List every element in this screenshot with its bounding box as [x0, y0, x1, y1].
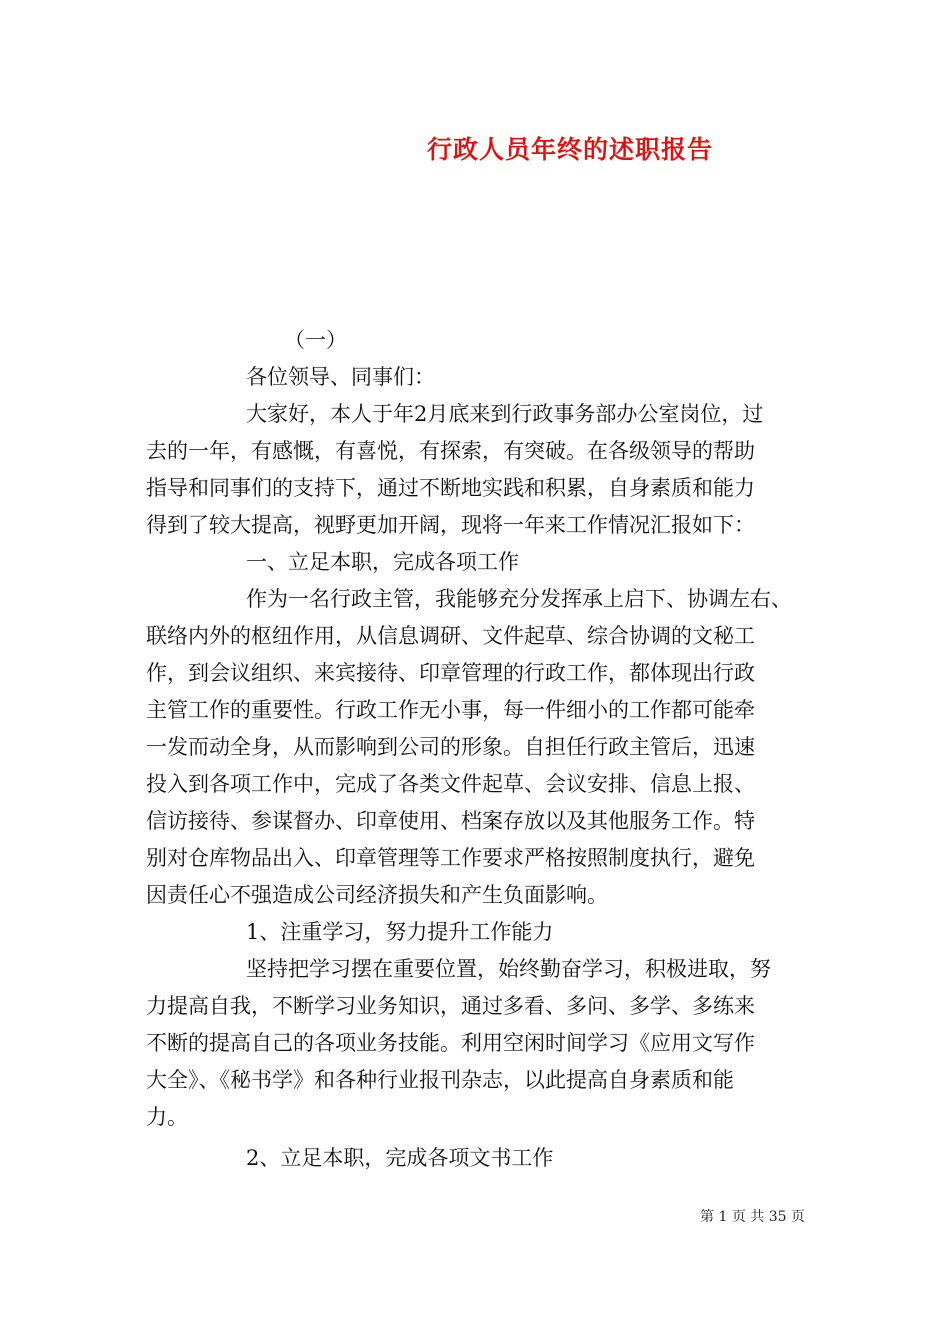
paragraph-line: 指导和同事们的支持下，通过不断地实践和积累，自身素质和能力 — [146, 476, 755, 500]
paragraph-line: 力提高自我，不断学习业务知识，通过多看、多问、多学、多练来 — [146, 994, 755, 1018]
section-marker: （一） — [284, 328, 347, 352]
page-number: 第 1 页 共 35 页 — [700, 1209, 805, 1225]
paragraph-line: 大全》、《秘书学》和各种行业报刊杂志，以此提高自身素质和能 — [146, 1068, 734, 1092]
salutation: 各位领导、同事们： — [246, 365, 435, 389]
paragraph-line: 力。 — [146, 1105, 188, 1129]
paragraph-line: 大家好，本人于年2月底来到行政事务部办公室岗位，过 — [246, 402, 764, 426]
paragraph-line: 得到了较大提高，视野更加开阔，现将一年来工作情况汇报如下： — [146, 513, 755, 537]
paragraph-line: 作，到会议组织、来宾接待、印章管理的行政工作，都体现出行政 — [146, 661, 755, 685]
paragraph-line: 不断的提高自己的各项业务技能。利用空闲时间学习《应用文写作 — [146, 1031, 755, 1055]
paragraph-line: 联络内外的枢纽作用，从信息调研、文件起草、综合协调的文秘工 — [146, 624, 755, 648]
paragraph-line: 信访接待、参谋督办、印章使用、档案存放以及其他服务工作。特 — [146, 809, 755, 833]
paragraph-line: 因责任心不强造成公司经济损失和产生负面影响。 — [146, 883, 608, 907]
document-title: 行政人员年终的述职报告 — [426, 135, 713, 164]
paragraph-line: 作为一名行政主管，我能够充分发挥承上启下、协调左右、 — [246, 587, 792, 611]
paragraph-line: 坚持把学习摆在重要位置，始终勤奋学习，积极进取，努 — [246, 957, 771, 981]
section-heading: 一、立足本职，完成各项工作 — [246, 550, 519, 574]
paragraph-line: 去的一年，有感慨，有喜悦，有探索，有突破。在各级领导的帮助 — [146, 439, 755, 463]
document-body — [146, 322, 816, 1177]
subsection-heading: 1、注重学习，努力提升工作能力 — [246, 920, 554, 944]
paragraph-line: 投入到各项工作中，完成了各类文件起草、会议安排、信息上报、 — [146, 772, 755, 796]
paragraph-line: 别对仓库物品出入、印章管理等工作要求严格按照制度执行，避免 — [146, 846, 755, 870]
paragraph-line: 主管工作的重要性。行政工作无小事，每一件细小的工作都可能牵 — [146, 698, 755, 722]
paragraph-line: 一发而动全身，从而影响到公司的形象。自担任行政主管后，迅速 — [146, 735, 755, 759]
subsection-heading: 2、立足本职，完成各项文书工作 — [246, 1146, 554, 1170]
